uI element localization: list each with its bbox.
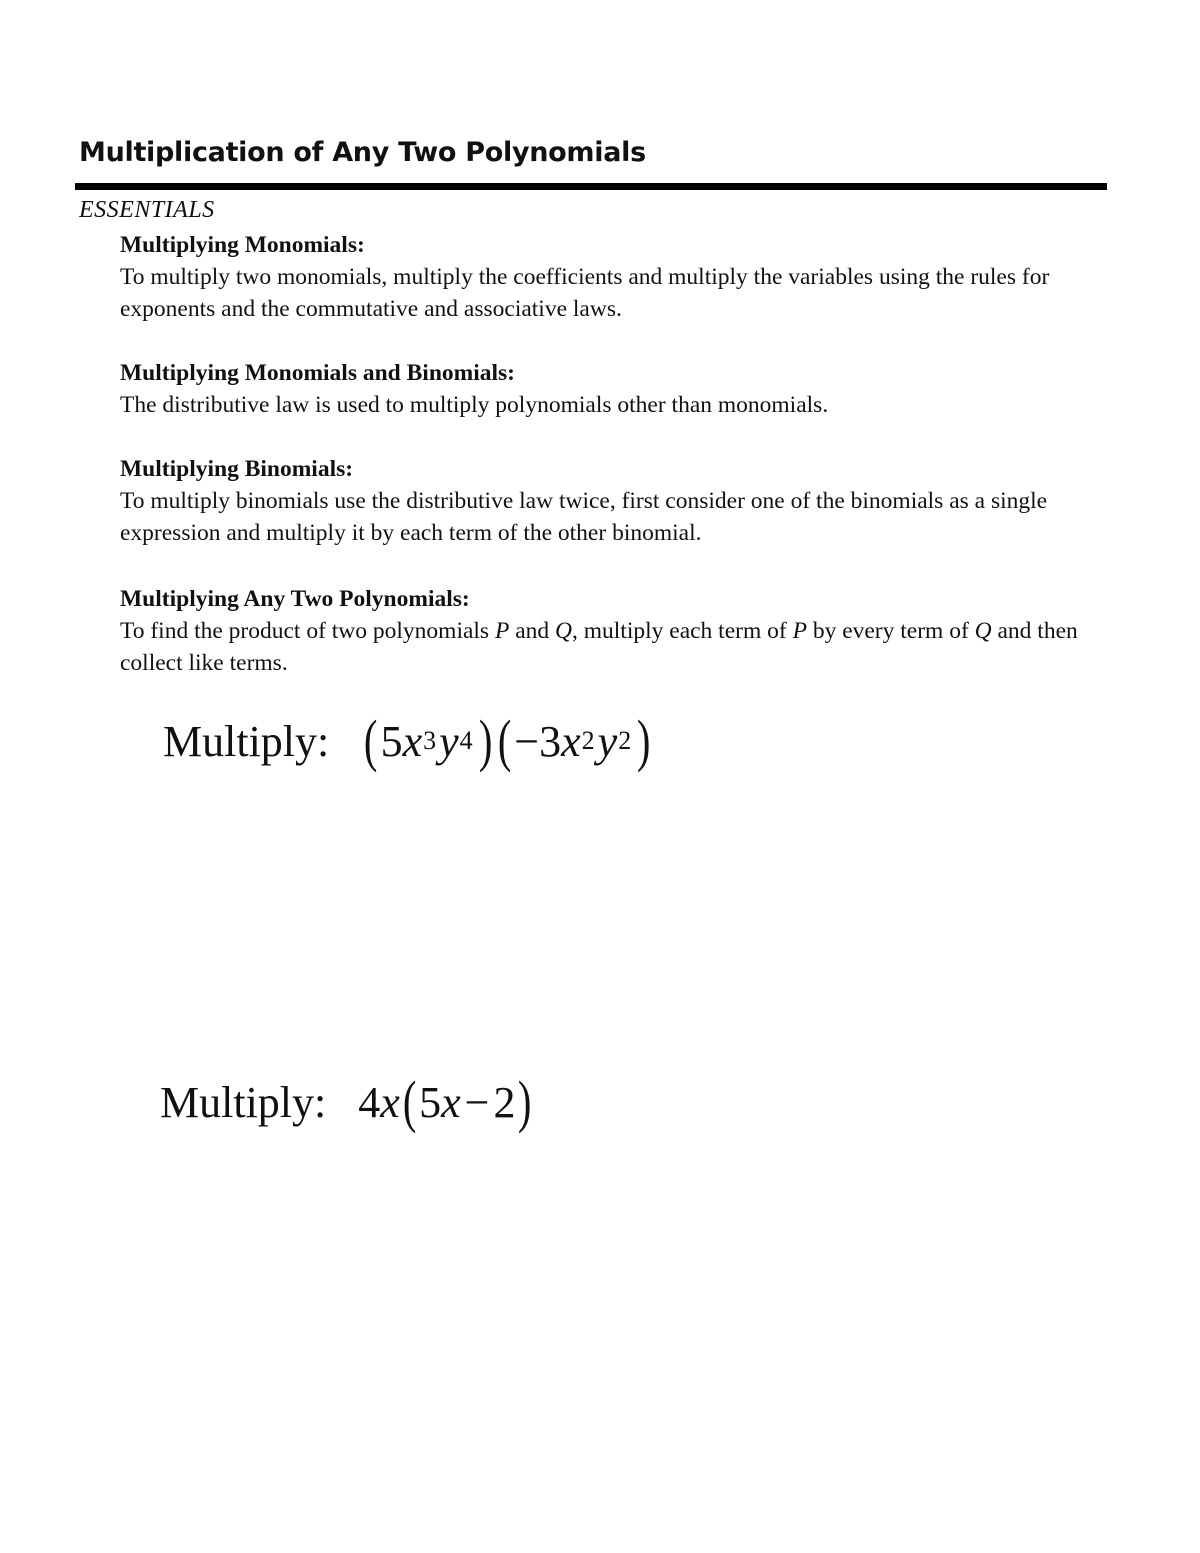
section-text: To find the product of two polynomials P and Q, multiply each term of P by every term of Q and then collect like terms. [120, 618, 1078, 676]
problem-2 [160, 1069, 535, 1134]
section-text: The distributive law is used to multiply polynomials other than monomials. [120, 392, 829, 418]
problem-label: Multiply: [163, 716, 330, 766]
section-text: To multiply binomials use the distributive law twice, first consider one of the binomials as a single expression and multiply it by each term of the other binomial. [120, 488, 1048, 546]
section-heading: Multiplying Monomials and Binomials: [120, 360, 516, 386]
section-monomials-binomials [120, 357, 1100, 421]
essentials-label: ESSENTIALS [79, 197, 215, 223]
problem-label: Multiply: [160, 1077, 327, 1127]
section-text: To multiply two monomials, multiply the coefficients and multiply the variables using the rules for exponents and the commutative and associative laws. [120, 264, 1050, 322]
section-any-two-polynomials [120, 583, 1100, 679]
section-heading: Multiplying Monomials: [120, 232, 365, 258]
section-heading: Multiplying Any Two Polynomials: [120, 586, 470, 612]
problem-1 [163, 708, 654, 773]
page-title: Multiplication of Any Two Polynomials [79, 137, 646, 168]
problem-expression: 4 x ( 5 x − 2 ) [358, 1069, 532, 1134]
problem-expression: ( 5 x 3 y 4 ) ( −3 x 2 y 2 ) [364, 708, 651, 773]
title-rule [75, 183, 1107, 190]
section-multiplying-binomials [120, 453, 1100, 549]
section-heading: Multiplying Binomials: [120, 456, 354, 482]
section-multiplying-monomials [120, 229, 1100, 325]
